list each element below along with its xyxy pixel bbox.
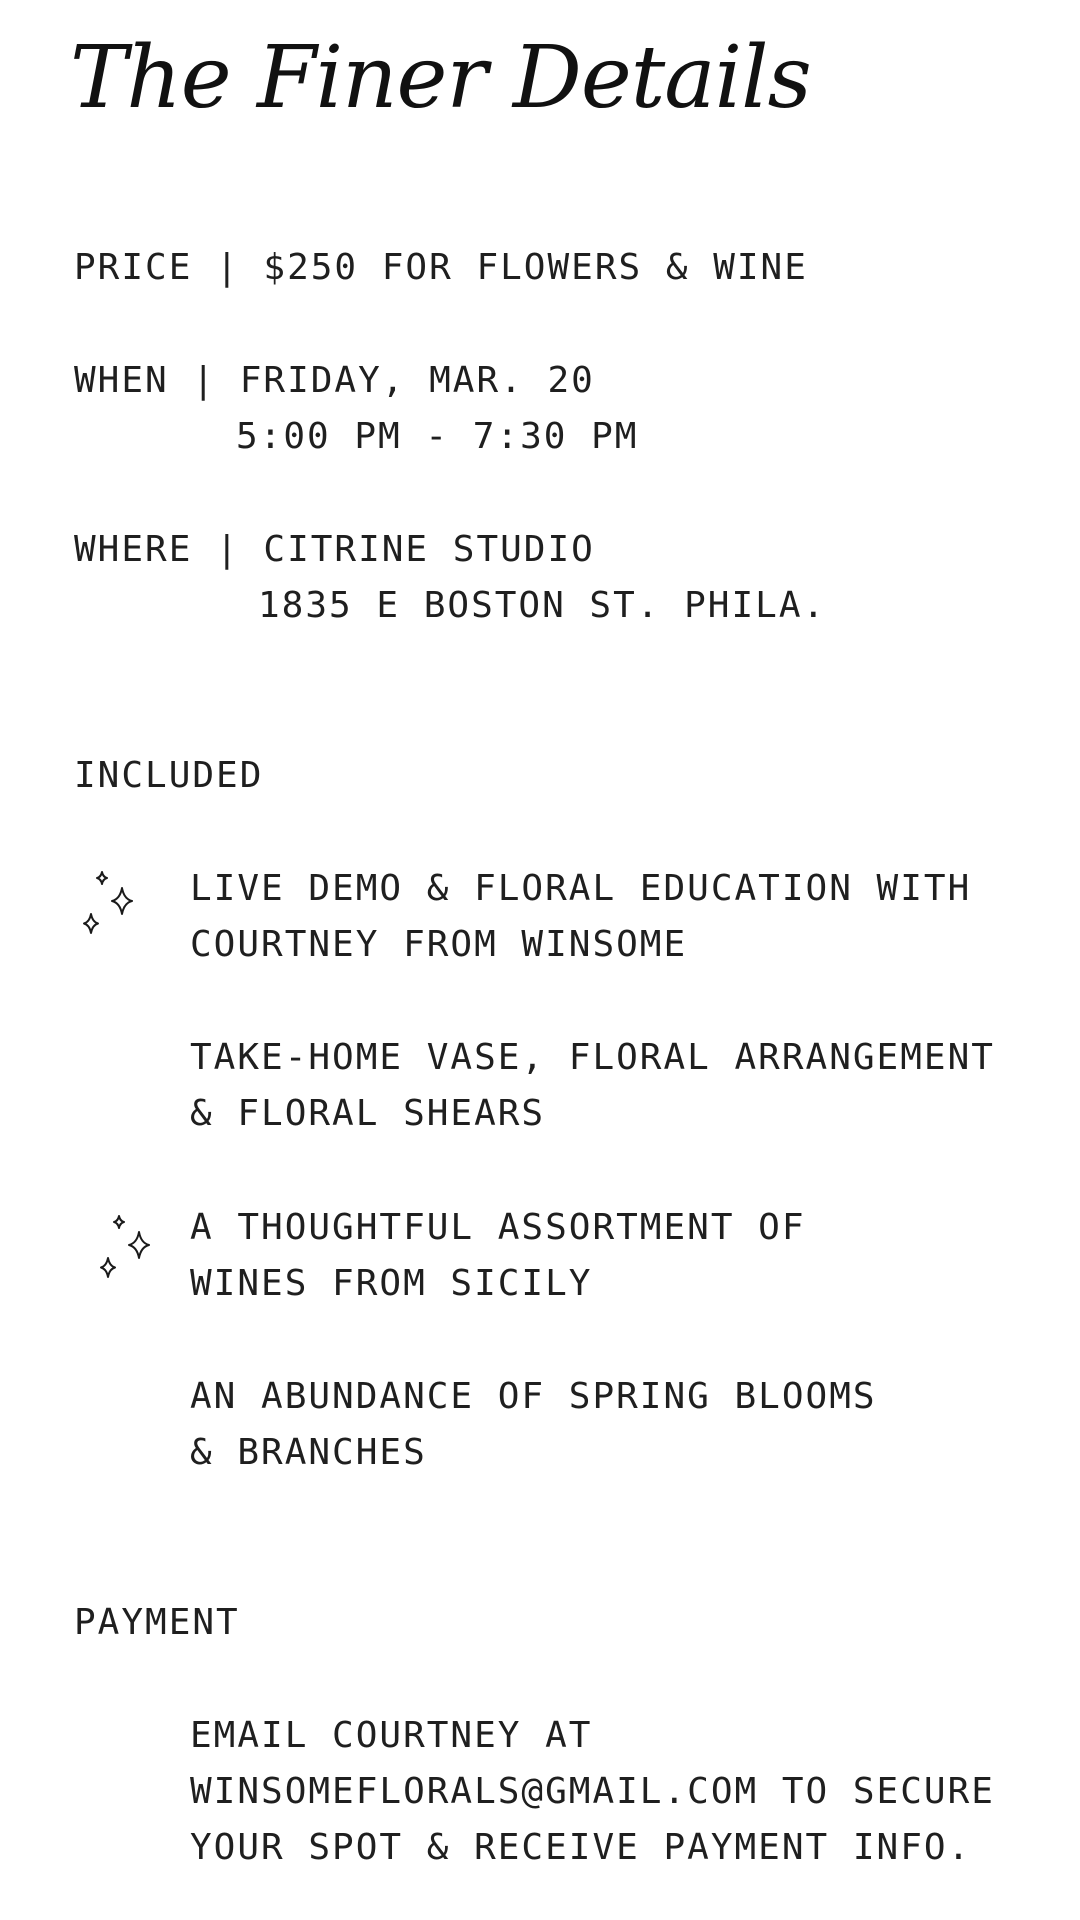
payment-line-1: EMAIL COURTNEY AT xyxy=(190,1715,593,1756)
where-address-line: 1835 E BOSTON ST. PHILA. xyxy=(258,585,827,626)
included-item-4-line-2: & BRANCHES xyxy=(190,1432,427,1473)
payment-line-3: YOUR SPOT & RECEIVE PAYMENT INFO. xyxy=(190,1827,972,1868)
page-title: The Finer Details xyxy=(70,28,811,128)
when-line: WHEN | FRIDAY, MAR. 20 xyxy=(74,360,595,401)
where-line: WHERE | CITRINE STUDIO xyxy=(74,529,595,570)
included-item-1-line-2: COURTNEY FROM WINSOME xyxy=(190,924,688,965)
when-time-line: 5:00 PM - 7:30 PM xyxy=(236,416,639,457)
sparkle-icon xyxy=(76,868,140,948)
included-item-2-line-2: & FLORAL SHEARS xyxy=(190,1093,546,1134)
payment-line-2: WINSOMEFLORALS@GMAIL.COM TO SECURE xyxy=(190,1771,995,1812)
included-item-1-line-1: LIVE DEMO & FLORAL EDUCATION WITH xyxy=(190,868,972,909)
included-item-3-line-1: A THOUGHTFUL ASSORTMENT OF xyxy=(190,1207,806,1248)
included-heading: INCLUDED xyxy=(74,755,264,796)
sparkle-icon xyxy=(93,1212,157,1292)
price-line: PRICE | $250 FOR FLOWERS & WINE xyxy=(74,247,808,288)
payment-heading: PAYMENT xyxy=(74,1602,240,1643)
included-item-2-line-1: TAKE-HOME VASE, FLORAL ARRANGEMENT xyxy=(190,1037,995,1078)
included-item-3-line-2: WINES FROM SICILY xyxy=(190,1263,593,1304)
included-item-4-line-1: AN ABUNDANCE OF SPRING BLOOMS xyxy=(190,1376,877,1417)
